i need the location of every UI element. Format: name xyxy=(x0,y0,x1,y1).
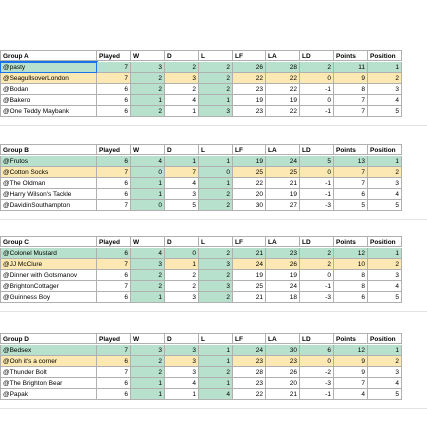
stat-cell[interactable]: 1 xyxy=(165,106,199,117)
stat-cell[interactable]: 4 xyxy=(368,378,402,389)
column-header-cell[interactable]: LD xyxy=(300,333,334,344)
column-header-cell[interactable]: Position xyxy=(368,144,402,155)
stat-cell[interactable]: 3 xyxy=(368,84,402,95)
stat-cell[interactable]: 30 xyxy=(233,200,266,211)
stat-cell[interactable]: 21 xyxy=(266,178,300,189)
stat-cell[interactable]: 21 xyxy=(233,248,266,259)
stat-cell[interactable]: 23 xyxy=(233,84,266,95)
stat-cell[interactable]: 3 xyxy=(165,189,199,200)
team-name-cell[interactable]: @Bedsex xyxy=(0,345,97,356)
stat-cell[interactable]: -1 xyxy=(300,389,334,400)
stat-cell[interactable]: 6 xyxy=(97,389,131,400)
column-header-cell[interactable]: Played xyxy=(97,333,131,344)
stat-cell[interactable]: 5 xyxy=(334,200,368,211)
stat-cell[interactable]: 27 xyxy=(266,200,300,211)
stat-cell[interactable]: 1 xyxy=(199,345,233,356)
stat-cell[interactable]: 4 xyxy=(165,178,199,189)
stat-cell[interactable]: 0 xyxy=(300,167,334,178)
stat-cell[interactable]: 5 xyxy=(368,106,402,117)
team-name-cell[interactable]: @Colonel Mustard xyxy=(0,248,97,259)
stat-cell[interactable]: 0 xyxy=(300,356,334,367)
column-header-cell[interactable]: Position xyxy=(368,236,402,247)
stat-cell[interactable]: 2 xyxy=(199,292,233,303)
stat-cell[interactable]: 2 xyxy=(199,270,233,281)
stat-cell[interactable]: 23 xyxy=(233,106,266,117)
stat-cell[interactable]: 3 xyxy=(368,178,402,189)
team-name-cell[interactable]: @Bakero xyxy=(0,95,97,106)
stat-cell[interactable]: -1 xyxy=(300,281,334,292)
stat-cell[interactable]: 2 xyxy=(131,73,165,84)
stat-cell[interactable]: 7 xyxy=(334,95,368,106)
stat-cell[interactable]: 7 xyxy=(97,167,131,178)
team-name-cell[interactable]: @Ooh it's a corner xyxy=(0,356,97,367)
stat-cell[interactable]: 2 xyxy=(199,189,233,200)
column-header-cell[interactable]: LA xyxy=(266,50,300,61)
group-name-cell[interactable]: Group A xyxy=(0,50,97,61)
team-name-cell[interactable]: @One Teddy Maybank xyxy=(0,106,97,117)
column-header-cell[interactable]: LA xyxy=(266,144,300,155)
stat-cell[interactable]: 8 xyxy=(334,281,368,292)
team-name-cell[interactable]: @Harry Wilson's Tackle xyxy=(0,189,97,200)
team-name-cell[interactable]: @SeagullsoverLondon xyxy=(0,73,97,84)
stat-cell[interactable]: 3 xyxy=(131,345,165,356)
stat-cell[interactable]: 1 xyxy=(165,156,199,167)
stat-cell[interactable]: 23 xyxy=(266,248,300,259)
stat-cell[interactable]: 3 xyxy=(165,73,199,84)
stat-cell[interactable]: 2 xyxy=(165,281,199,292)
stat-cell[interactable]: 1 xyxy=(131,378,165,389)
stat-cell[interactable]: 2 xyxy=(131,356,165,367)
stat-cell[interactable]: 1 xyxy=(199,95,233,106)
stat-cell[interactable]: 28 xyxy=(233,367,266,378)
stat-cell[interactable]: 2 xyxy=(165,62,199,73)
stat-cell[interactable]: 19 xyxy=(233,95,266,106)
stat-cell[interactable]: 0 xyxy=(199,167,233,178)
stat-cell[interactable]: 18 xyxy=(266,292,300,303)
empty-row-gap xyxy=(0,403,427,409)
stat-cell[interactable]: 6 xyxy=(300,345,334,356)
stat-cell[interactable]: 5 xyxy=(368,292,402,303)
stat-cell[interactable]: 1 xyxy=(131,95,165,106)
stat-cell[interactable]: 7 xyxy=(334,167,368,178)
stat-cell[interactable]: 7 xyxy=(334,378,368,389)
column-header-cell[interactable]: LD xyxy=(300,144,334,155)
stat-cell[interactable]: 2 xyxy=(199,200,233,211)
stat-cell[interactable]: 26 xyxy=(266,259,300,270)
stat-cell[interactable]: 21 xyxy=(266,389,300,400)
column-header-cell[interactable]: W xyxy=(131,144,165,155)
stat-cell[interactable]: 6 xyxy=(97,270,131,281)
stat-cell[interactable]: 5 xyxy=(368,389,402,400)
stat-cell[interactable]: 3 xyxy=(165,292,199,303)
column-header-cell[interactable]: W xyxy=(131,50,165,61)
stat-cell[interactable]: 3 xyxy=(131,62,165,73)
stat-cell[interactable]: 3 xyxy=(199,281,233,292)
stat-cell[interactable]: 2 xyxy=(199,62,233,73)
stat-cell[interactable]: -1 xyxy=(300,189,334,200)
team-name-cell[interactable]: @Papak xyxy=(0,389,97,400)
stat-cell[interactable]: 1 xyxy=(368,62,402,73)
column-header-cell[interactable]: Position xyxy=(368,50,402,61)
stat-cell[interactable]: 3 xyxy=(199,259,233,270)
stat-cell[interactable]: 0 xyxy=(131,167,165,178)
stat-cell[interactable]: 4 xyxy=(368,95,402,106)
stat-cell[interactable]: 6 xyxy=(97,178,131,189)
stat-cell[interactable]: 1 xyxy=(199,378,233,389)
team-name-cell[interactable]: @The Brighton Bear xyxy=(0,378,97,389)
stat-cell[interactable]: 6 xyxy=(334,292,368,303)
stat-cell[interactable]: 4 xyxy=(368,189,402,200)
stat-cell[interactable]: 2 xyxy=(165,84,199,95)
stat-cell[interactable]: 4 xyxy=(165,95,199,106)
column-header-cell[interactable]: Played xyxy=(97,50,131,61)
stat-cell[interactable]: 1 xyxy=(368,345,402,356)
stat-cell[interactable]: 3 xyxy=(199,106,233,117)
column-header-cell[interactable]: LD xyxy=(300,236,334,247)
column-header-cell[interactable]: Position xyxy=(368,333,402,344)
stat-cell[interactable]: 9 xyxy=(334,356,368,367)
column-header-cell[interactable]: Points xyxy=(334,236,368,247)
stat-cell[interactable]: 13 xyxy=(334,156,368,167)
stat-cell[interactable]: 5 xyxy=(165,200,199,211)
column-header-cell[interactable]: LF xyxy=(233,50,266,61)
stat-cell[interactable]: 1 xyxy=(165,389,199,400)
stat-cell[interactable]: 19 xyxy=(266,189,300,200)
team-name-cell[interactable]: @BrightonCottager xyxy=(0,281,97,292)
stat-cell[interactable]: 23 xyxy=(233,356,266,367)
stat-cell[interactable]: 6 xyxy=(97,356,131,367)
stat-cell[interactable]: 9 xyxy=(334,73,368,84)
stat-cell[interactable]: -1 xyxy=(300,178,334,189)
column-header-cell[interactable]: D xyxy=(165,144,199,155)
stat-cell[interactable]: 2 xyxy=(300,62,334,73)
stat-cell[interactable]: 26 xyxy=(233,62,266,73)
stat-cell[interactable]: 4 xyxy=(199,389,233,400)
stat-cell[interactable]: 7 xyxy=(97,62,131,73)
stat-cell[interactable]: 2 xyxy=(199,248,233,259)
stat-cell[interactable]: 22 xyxy=(266,106,300,117)
stat-cell[interactable]: 2 xyxy=(368,73,402,84)
stat-cell[interactable]: 7 xyxy=(165,167,199,178)
stat-cell[interactable]: 12 xyxy=(334,248,368,259)
stat-cell[interactable]: 2 xyxy=(131,270,165,281)
stat-cell[interactable]: 30 xyxy=(266,345,300,356)
team-name-cell[interactable]: @pasty xyxy=(0,62,97,73)
stat-cell[interactable]: 6 xyxy=(97,156,131,167)
column-header-cell[interactable]: LF xyxy=(233,236,266,247)
column-header-cell[interactable]: L xyxy=(199,144,233,155)
stat-cell[interactable]: 2 xyxy=(131,84,165,95)
stat-cell[interactable]: 1 xyxy=(199,178,233,189)
team-name-cell[interactable]: @DavidinSouthampton xyxy=(0,200,97,211)
stat-cell[interactable]: 25 xyxy=(233,281,266,292)
stat-cell[interactable]: 2 xyxy=(368,167,402,178)
empty-row-gap xyxy=(0,120,427,126)
stat-cell[interactable]: 7 xyxy=(97,200,131,211)
stat-cell[interactable]: 1 xyxy=(368,156,402,167)
column-header-cell[interactable]: Points xyxy=(334,144,368,155)
column-header-cell[interactable]: Played xyxy=(97,236,131,247)
stat-cell[interactable]: 0 xyxy=(300,73,334,84)
column-header-cell[interactable]: Played xyxy=(97,144,131,155)
stat-cell[interactable]: 19 xyxy=(233,156,266,167)
team-name-cell[interactable]: @Bodan xyxy=(0,84,97,95)
stat-cell[interactable]: 0 xyxy=(300,95,334,106)
stat-cell[interactable]: 8 xyxy=(334,270,368,281)
stat-cell[interactable]: 2 xyxy=(199,84,233,95)
stat-cell[interactable]: 8 xyxy=(334,84,368,95)
column-header-cell[interactable]: L xyxy=(199,333,233,344)
stat-cell[interactable]: -1 xyxy=(300,106,334,117)
stat-cell[interactable]: -3 xyxy=(300,200,334,211)
stat-cell[interactable]: 4 xyxy=(165,378,199,389)
stat-cell[interactable]: 22 xyxy=(233,389,266,400)
group-name-cell[interactable]: Group B xyxy=(0,144,97,155)
stat-cell[interactable]: 3 xyxy=(131,259,165,270)
column-header-cell[interactable]: L xyxy=(199,50,233,61)
stat-cell[interactable]: 4 xyxy=(131,156,165,167)
stat-cell[interactable]: 24 xyxy=(233,345,266,356)
group-name-cell[interactable]: Group D xyxy=(0,333,97,344)
column-header-cell[interactable]: LD xyxy=(300,50,334,61)
stat-cell[interactable]: 2 xyxy=(199,367,233,378)
stat-cell[interactable]: 7 xyxy=(97,281,131,292)
stat-cell[interactable]: 6 xyxy=(97,106,131,117)
stat-cell[interactable]: 4 xyxy=(334,389,368,400)
column-header-cell[interactable]: D xyxy=(165,50,199,61)
stat-cell[interactable]: 19 xyxy=(266,95,300,106)
stat-cell[interactable]: 1 xyxy=(199,156,233,167)
column-header-cell[interactable]: W xyxy=(131,236,165,247)
team-name-cell[interactable]: @Frutos xyxy=(0,156,97,167)
stat-cell[interactable]: 19 xyxy=(266,270,300,281)
stat-cell[interactable]: 20 xyxy=(233,189,266,200)
stat-cell[interactable]: 4 xyxy=(131,248,165,259)
stat-cell[interactable]: -3 xyxy=(300,378,334,389)
stat-cell[interactable]: 7 xyxy=(97,367,131,378)
stat-cell[interactable]: 1 xyxy=(165,259,199,270)
stat-cell[interactable]: 3 xyxy=(165,367,199,378)
stat-cell[interactable]: 2 xyxy=(131,281,165,292)
stat-cell[interactable]: 12 xyxy=(334,345,368,356)
column-header-cell[interactable]: LF xyxy=(233,333,266,344)
stat-cell[interactable]: 6 xyxy=(97,378,131,389)
stat-cell[interactable]: 0 xyxy=(300,270,334,281)
column-header-cell[interactable]: LA xyxy=(266,236,300,247)
column-header-cell[interactable]: LF xyxy=(233,144,266,155)
stat-cell[interactable]: 2 xyxy=(300,248,334,259)
stat-cell[interactable]: 11 xyxy=(334,62,368,73)
column-header-cell[interactable]: D xyxy=(165,236,199,247)
stat-cell[interactable]: -2 xyxy=(300,367,334,378)
stat-cell[interactable]: 25 xyxy=(266,167,300,178)
team-name-cell[interactable]: @Dinner with Gotsmanov xyxy=(0,270,97,281)
stat-cell[interactable]: 22 xyxy=(266,73,300,84)
stat-cell[interactable]: 22 xyxy=(233,73,266,84)
stat-cell[interactable]: -3 xyxy=(300,292,334,303)
stat-cell[interactable]: 1 xyxy=(131,292,165,303)
stat-cell[interactable]: 20 xyxy=(266,378,300,389)
column-header-cell[interactable]: LA xyxy=(266,333,300,344)
stat-cell[interactable]: 2 xyxy=(199,73,233,84)
stat-cell[interactable]: 25 xyxy=(233,167,266,178)
stat-cell[interactable]: 22 xyxy=(233,178,266,189)
stat-cell[interactable]: 24 xyxy=(233,259,266,270)
stat-cell[interactable]: 9 xyxy=(334,367,368,378)
stat-cell[interactable]: 1 xyxy=(368,248,402,259)
stat-cell[interactable]: 10 xyxy=(334,259,368,270)
stat-cell[interactable]: 6 xyxy=(97,189,131,200)
stat-cell[interactable]: 24 xyxy=(266,156,300,167)
stat-cell[interactable]: 1 xyxy=(131,389,165,400)
stat-cell[interactable]: 7 xyxy=(334,106,368,117)
stat-cell[interactable]: 2 xyxy=(300,259,334,270)
stat-cell[interactable]: 5 xyxy=(368,200,402,211)
stat-cell[interactable]: 3 xyxy=(368,270,402,281)
stat-cell[interactable]: 2 xyxy=(368,356,402,367)
empty-row-gap xyxy=(0,214,427,220)
stat-cell[interactable]: 23 xyxy=(233,378,266,389)
empty-row-gap xyxy=(0,306,427,312)
stat-cell[interactable]: 2 xyxy=(165,270,199,281)
stat-cell[interactable]: 6 xyxy=(97,248,131,259)
stat-cell[interactable]: 6 xyxy=(97,95,131,106)
stat-cell[interactable]: 1 xyxy=(199,356,233,367)
stat-cell[interactable]: 23 xyxy=(266,356,300,367)
team-name-cell[interactable]: @Cotton Socks xyxy=(0,167,97,178)
stat-cell[interactable]: 2 xyxy=(131,106,165,117)
stat-cell[interactable]: 19 xyxy=(233,270,266,281)
stat-cell[interactable]: 3 xyxy=(165,356,199,367)
stat-cell[interactable]: 6 xyxy=(97,292,131,303)
stat-cell[interactable]: 3 xyxy=(165,345,199,356)
team-name-cell[interactable]: @JJ McClure xyxy=(0,259,97,270)
column-header-cell[interactable]: Points xyxy=(334,333,368,344)
group-name-cell[interactable]: Group C xyxy=(0,236,97,247)
stat-cell[interactable]: 2 xyxy=(131,367,165,378)
stat-cell[interactable]: 7 xyxy=(334,178,368,189)
column-header-cell[interactable]: L xyxy=(199,236,233,247)
stat-cell[interactable]: 26 xyxy=(266,367,300,378)
stat-cell[interactable]: 6 xyxy=(334,189,368,200)
stat-cell[interactable]: 7 xyxy=(97,73,131,84)
stat-cell[interactable]: 7 xyxy=(97,259,131,270)
stat-cell[interactable]: 24 xyxy=(266,281,300,292)
stat-cell[interactable]: -1 xyxy=(300,84,334,95)
team-name-cell[interactable]: @Guinness Boy xyxy=(0,292,97,303)
stat-cell[interactable]: 6 xyxy=(97,84,131,95)
stat-cell[interactable]: 0 xyxy=(131,200,165,211)
stat-cell[interactable]: 1 xyxy=(131,178,165,189)
column-header-cell[interactable]: W xyxy=(131,333,165,344)
stat-cell[interactable]: 3 xyxy=(368,367,402,378)
stat-cell[interactable]: 7 xyxy=(97,345,131,356)
stat-cell[interactable]: 5 xyxy=(300,156,334,167)
team-name-cell[interactable]: @The Oldman xyxy=(0,178,97,189)
stat-cell[interactable]: 28 xyxy=(266,62,300,73)
stat-cell[interactable]: 22 xyxy=(266,84,300,95)
stat-cell[interactable]: 21 xyxy=(233,292,266,303)
stat-cell[interactable]: 2 xyxy=(368,259,402,270)
column-header-cell[interactable]: Points xyxy=(334,50,368,61)
stat-cell[interactable]: 0 xyxy=(165,248,199,259)
column-header-cell[interactable]: D xyxy=(165,333,199,344)
team-name-cell[interactable]: @Thunder Bolt xyxy=(0,367,97,378)
stat-cell[interactable]: 1 xyxy=(131,189,165,200)
stat-cell[interactable]: 4 xyxy=(368,281,402,292)
